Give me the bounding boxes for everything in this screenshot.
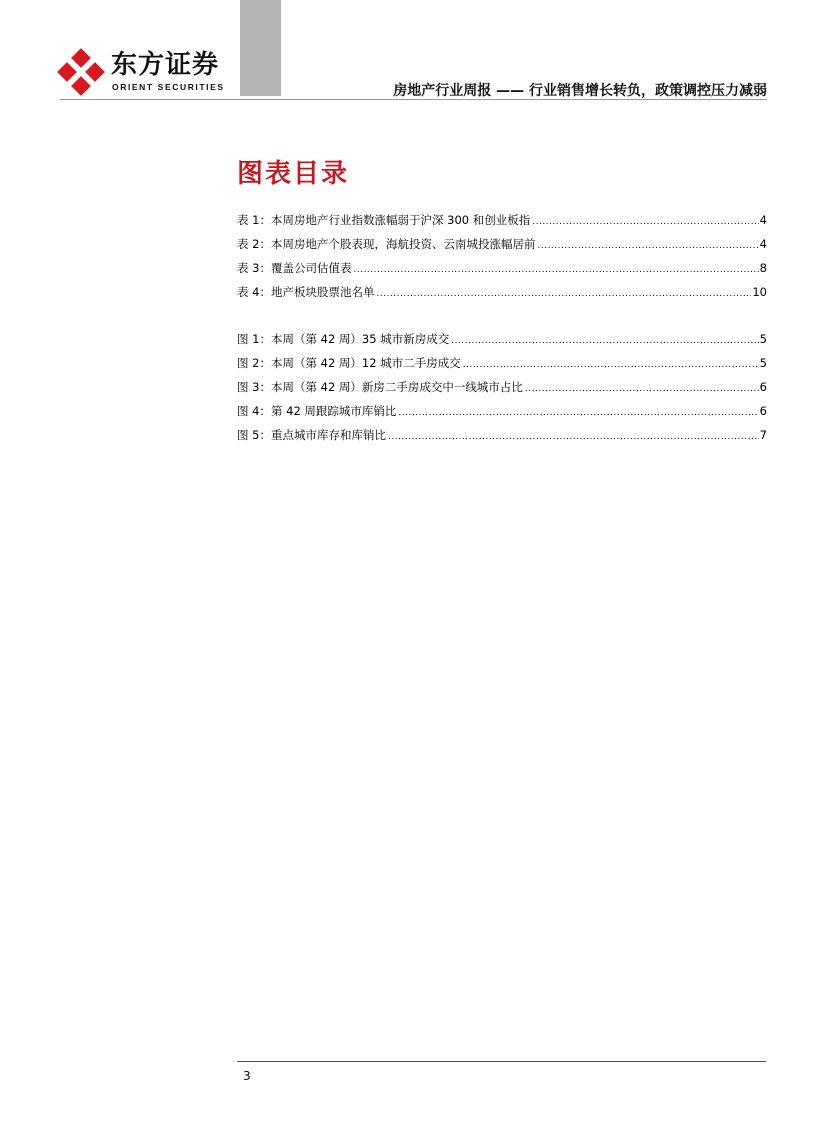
- toc-leader-dots: [451, 332, 758, 350]
- orient-securities-logo-icon: [57, 48, 105, 96]
- header-divider: [60, 99, 767, 100]
- toc-entry-label: 表 4：地产板块股票池名单: [237, 285, 375, 299]
- toc-entry-table-4[interactable]: [237, 283, 767, 301]
- toc-entry-page: 6: [759, 380, 767, 394]
- toc-entry-label: 图 5：重点城市库存和库销比: [237, 428, 386, 442]
- logo-name-en: ORIENT SECURITIES: [112, 82, 225, 92]
- toc-leader-dots: [537, 237, 758, 255]
- toc-leader-dots: [353, 261, 758, 279]
- toc-leader-dots: [376, 285, 751, 303]
- toc-entry-page: 10: [752, 285, 767, 299]
- toc-entry-figure-2[interactable]: [237, 354, 767, 372]
- toc-entry-page: 4: [759, 213, 767, 227]
- toc-leader-dots: [398, 404, 758, 422]
- page-number: 3: [243, 1069, 251, 1083]
- toc-entry-figure-3[interactable]: [237, 378, 767, 396]
- toc-entry-label: 图 4：第 42 周跟踪城市库销比: [237, 404, 397, 418]
- company-logo: [57, 48, 227, 98]
- toc-entry-label: 表 3：覆盖公司估值表: [237, 261, 352, 275]
- toc-entry-page: 5: [759, 356, 767, 370]
- toc-entry-label: 图 3：本周（第 42 周）新房二手房成交中一线城市占比: [237, 380, 523, 394]
- toc-entry-table-3[interactable]: [237, 259, 767, 277]
- toc-entry-label: 表 1：本周房地产行业指数涨幅弱于沪深 300 和创业板指: [237, 213, 531, 227]
- toc-entry-figure-5[interactable]: [237, 426, 767, 444]
- toc-entry-page: 6: [759, 404, 767, 418]
- report-header-title: 房地产行业周报 —— 行业销售增长转负，政策调控压力减弱: [393, 83, 767, 99]
- toc-leader-dots: [525, 380, 759, 398]
- toc-leader-dots: [463, 356, 759, 374]
- footer-divider: [237, 1061, 766, 1062]
- header-gray-bar: [240, 0, 281, 96]
- toc-entry-figure-1[interactable]: [237, 330, 767, 348]
- toc-entry-page: 8: [759, 261, 767, 275]
- toc-entry-figure-4[interactable]: [237, 402, 767, 420]
- toc-entry-label: 图 2：本周（第 42 周）12 城市二手房成交: [237, 356, 461, 370]
- toc-entry-page: 5: [759, 332, 767, 346]
- toc-entry-page: 7: [759, 428, 767, 442]
- toc-title: 图表目录: [237, 159, 350, 189]
- toc-leader-dots: [388, 428, 759, 446]
- toc-entry-table-2[interactable]: [237, 235, 767, 253]
- toc-entry-label: 表 2：本周房地产个股表现，海航投资、云南城投涨幅居前: [237, 237, 536, 251]
- toc-entry-page: 4: [759, 237, 767, 251]
- toc-entry-label: 图 1：本周（第 42 周）35 城市新房成交: [237, 332, 450, 346]
- toc-leader-dots: [532, 213, 758, 231]
- toc-entry-table-1[interactable]: [237, 211, 767, 229]
- logo-name-cn: 东方证券: [111, 50, 220, 80]
